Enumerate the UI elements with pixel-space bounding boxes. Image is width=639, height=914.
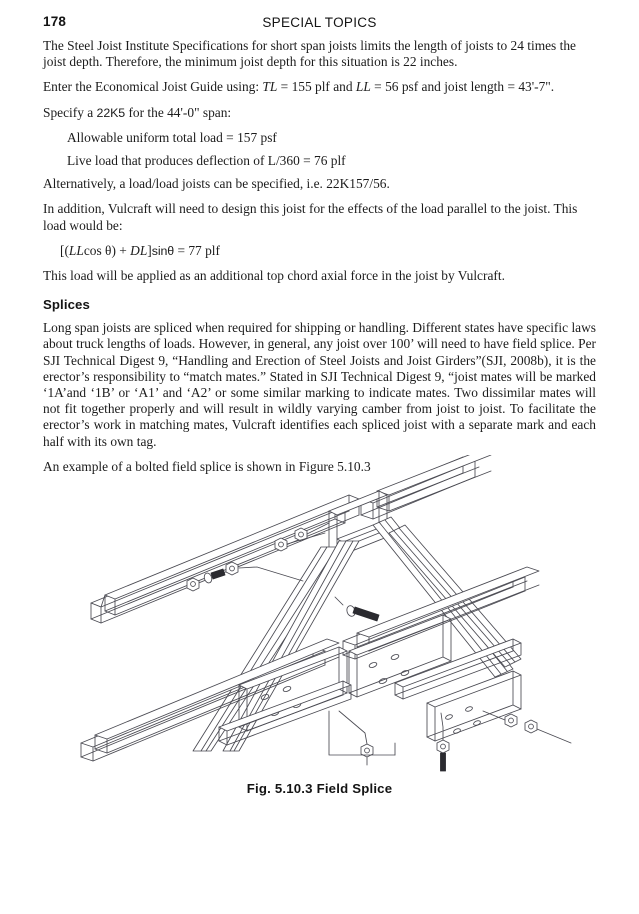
equation-symbol-ll: LL — [68, 242, 84, 258]
list-item-total-load: Allowable uniform total load = 157 psf — [67, 129, 277, 145]
bolt-assembly-top-left — [187, 562, 303, 591]
equation-open: [( — [60, 242, 69, 258]
symbol-ll: LL — [355, 79, 371, 95]
joist-designation: 22K5 — [96, 105, 126, 120]
top-chord-right — [361, 455, 491, 519]
paragraph-axial-force: This load will be applied as an additional top chord axial force in the joist by Vulcraft. — [43, 268, 505, 284]
specify-text-post: for the 44'-0" span: — [125, 104, 232, 120]
bolt-assembly-bottom-center — [339, 711, 373, 765]
running-head — [43, 14, 596, 34]
text-column — [43, 38, 596, 484]
bolt-assembly-bottom-vertical — [437, 713, 449, 771]
guide-text-mid2: = 56 psf and joist length = 43'-7". — [370, 79, 555, 95]
specify-text-pre: Specify a — [43, 104, 97, 120]
paragraph-figure-reference: An example of a bolted field splice is shown in Figure 5.10.3 — [43, 458, 371, 474]
equation-cos-term: cos θ) + — [83, 242, 131, 258]
equation-symbol-dl: DL — [130, 242, 148, 258]
paragraph-parallel-load: In addition, Vulcraft will need to design this joist for the effects of the load parallel to the joist. This load would be: — [43, 201, 578, 233]
page-number: 178 — [43, 14, 67, 29]
equation-close: ] — [147, 242, 152, 258]
running-head-title: SPECIAL TOPICS — [262, 15, 377, 30]
paragraph-splices-body: Long span joists are spliced when required for shipping or handling. Different states have specific laws about truck lengths of loads. However, in general, any joist over 100’ will need to have field splice. Per SJI Technical Digest 9, “Handling and Erection of Steel Joists and Joist Girders”(SJI, 2008b), it is the erector’s responsibility to “match mates.” Stated in SJI Technical Digest 9, “joist mates will be marked ‘1A’and ‘1B’ or ‘A1’ and ‘A2’ or some similar marking to indicate mates. Two dissimilar mates will not fit together properly and will result in wildly varying camber from joist to joist. To facilitate the erector’s work in matching mates, Vulcraft identifies each spliced joist with a separate mark and each half with its own tag. — [43, 320, 596, 449]
bolt-assembly-right-exploded — [483, 711, 571, 743]
equation-parallel-load — [43, 243, 596, 259]
paragraph-specify-span — [43, 105, 596, 121]
figure-block — [43, 455, 596, 815]
guide-text-pre: Enter the Economical Joist Guide using: — [43, 79, 263, 95]
list-item-live-load: Live load that produces deflection of L/360 = 76 plf — [67, 153, 346, 169]
lower-right-splice-angle — [427, 671, 521, 741]
paragraph-alternative-load: Alternatively, a load/load joists can be specified, i.e. 22K157/56. — [43, 176, 390, 192]
paragraph-joist-depth: The Steel Joist Institute Specifications for short span joists limits the length of joists to 24 times the joist depth. Therefore, the minimum joist depth for this situation is 22 inches. — [43, 38, 576, 70]
bolt-assembly-mid-web — [335, 597, 379, 621]
field-splice-drawing — [43, 455, 596, 775]
equation-sin-term: sinθ — [151, 243, 175, 258]
symbol-tl: TL — [262, 79, 278, 95]
section-heading-splices: Splices — [43, 297, 90, 313]
guide-text-mid1: = 155 plf and — [277, 79, 356, 95]
figure-caption: Fig. 5.10.3 Field Splice — [246, 781, 393, 796]
equation-result: = 77 plf — [174, 242, 220, 258]
paragraph-economical-guide — [43, 79, 596, 95]
